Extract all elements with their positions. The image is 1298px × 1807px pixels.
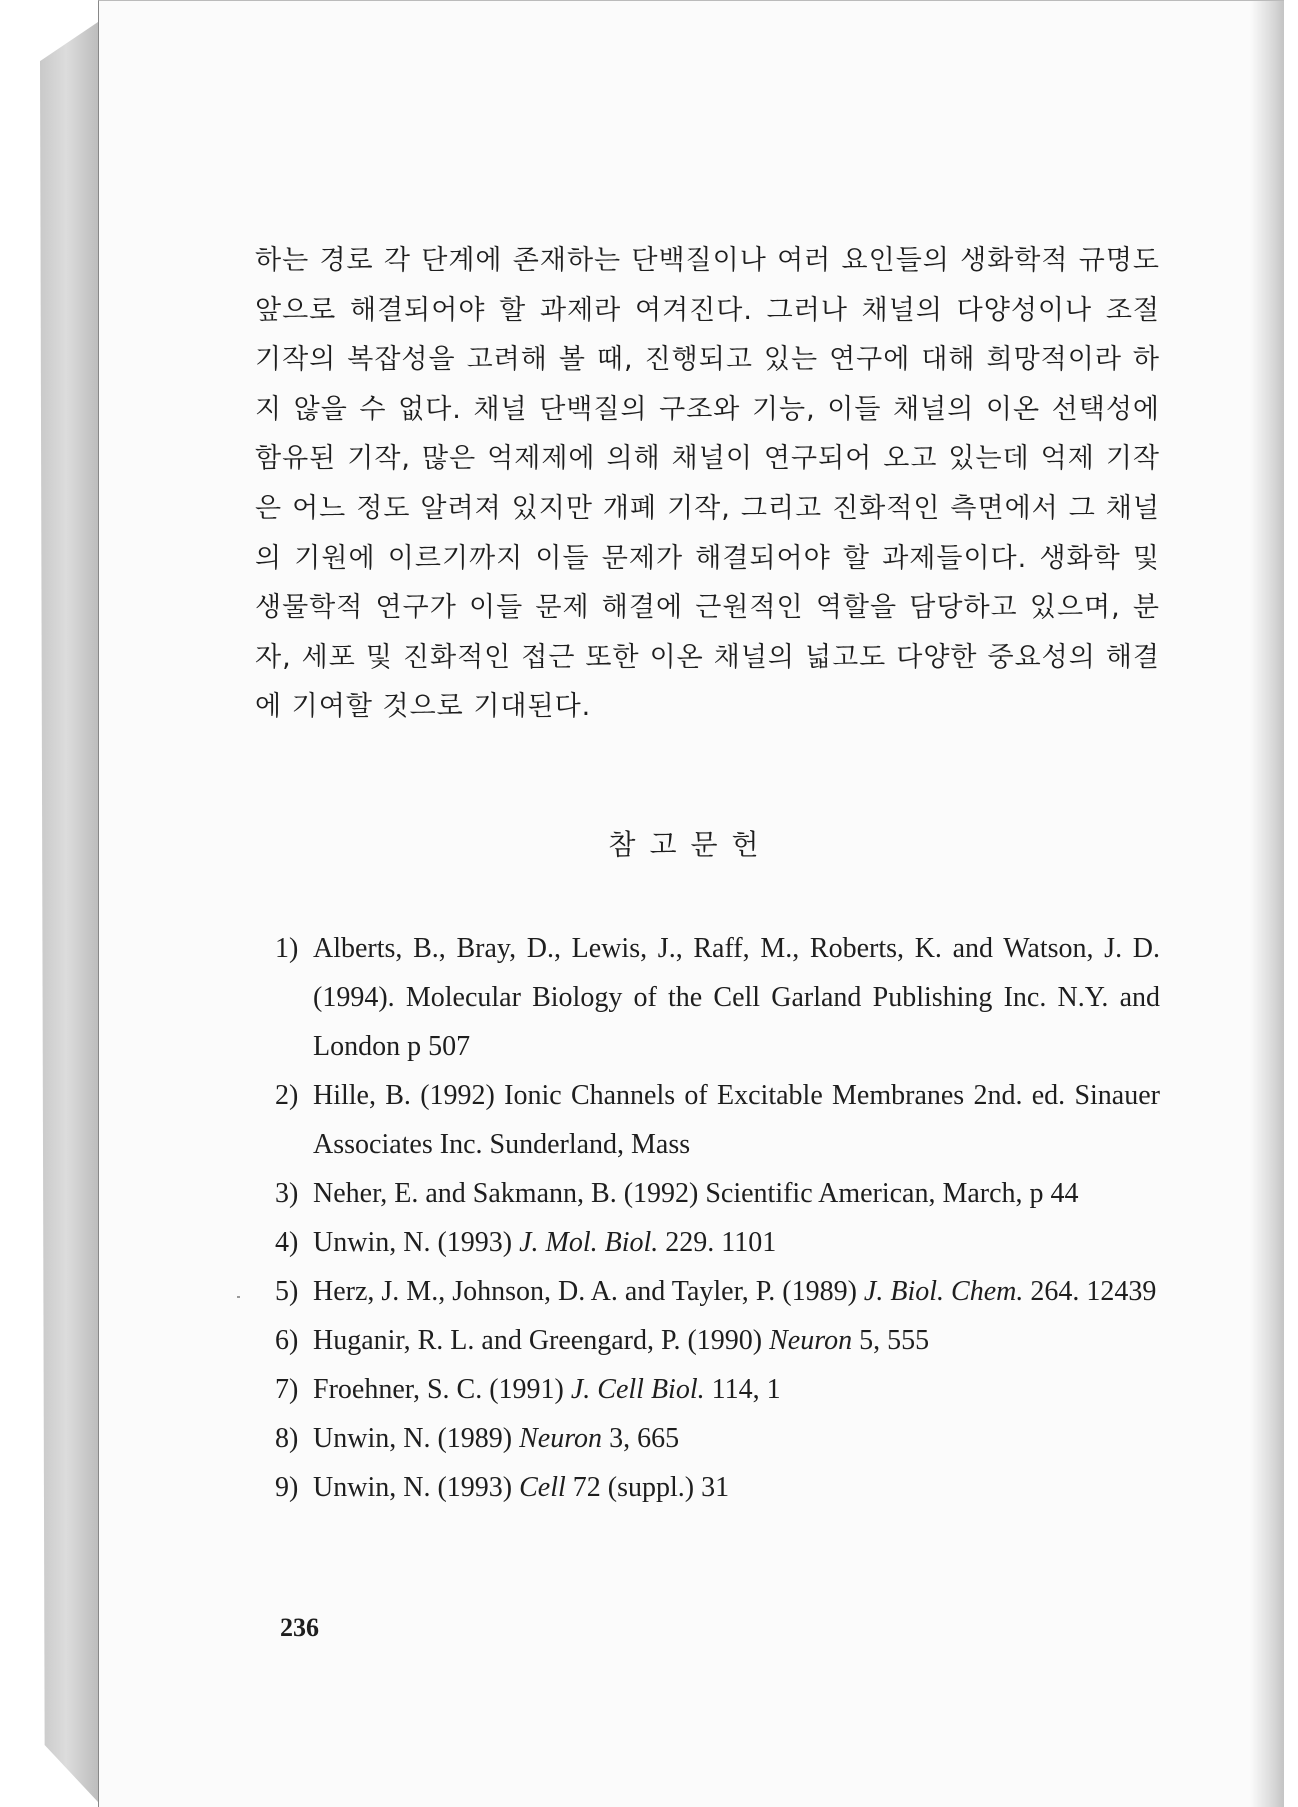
reference-number: 2): [275, 1080, 299, 1111]
reference-number: 3): [275, 1178, 299, 1209]
reference-journal: J. Biol. Chem.: [863, 1276, 1024, 1307]
reference-number: 8): [275, 1423, 299, 1454]
reference-journal: Neuron: [519, 1423, 603, 1454]
reference-item: [275, 1267, 1160, 1316]
body-paragraph: [255, 236, 1160, 732]
reference-text: Froehner, S. C. (1991): [313, 1374, 571, 1405]
reference-number: 9): [275, 1472, 299, 1503]
reference-item: [275, 1071, 1160, 1169]
reference-tail: 3, 665: [602, 1423, 680, 1454]
reference-text: Herz, J. M., Johnson, D. A. and Tayler, P. (1989): [313, 1276, 864, 1307]
reference-number: 1): [275, 933, 299, 964]
reference-number: 7): [275, 1374, 299, 1405]
reference-text: Hille, B. (1992) Ionic Channels of Excitable Membranes 2nd. ed. Sinauer Associates Inc. Sunderland, Mass: [313, 1080, 1160, 1160]
reference-text: Unwin, N. (1989): [313, 1423, 520, 1454]
page-number: 236: [280, 1613, 319, 1642]
reference-tail: 264. 12439: [1023, 1276, 1157, 1307]
reference-journal: Cell: [519, 1472, 566, 1503]
reference-tail: 72 (suppl.) 31: [565, 1472, 730, 1503]
reference-item: [275, 1316, 1160, 1365]
reference-text: Alberts, B., Bray, D., Lewis, J., Raff, M., Roberts, K. and Watson, J. D. (1994). Molecular Biology of the Cell Garland Publishing Inc. N.Y. and London p 507: [313, 933, 1160, 1062]
reference-text: Unwin, N. (1993): [313, 1227, 520, 1258]
reference-item: [275, 1463, 1160, 1512]
reference-text: Neher, E. and Sakmann, B. (1992) Scientific American, March, p 44: [313, 1178, 1079, 1209]
reference-item: [275, 924, 1160, 1071]
reference-tail: 229. 1101: [658, 1227, 777, 1258]
reference-text: Huganir, R. L. and Greengard, P. (1990): [313, 1325, 770, 1356]
reference-journal: J. Cell Biol.: [570, 1374, 705, 1405]
reference-tail: 114, 1: [704, 1374, 781, 1405]
reference-item: [275, 1169, 1160, 1218]
body-paragraph-text: 하는 경로 각 단계에 존재하는 단백질이나 여러 요인들의 생화학적 규명도 앞으로 해결되어야 할 과제라 여겨진다. 그러나 채널의 다양성이나 조절 기작의 복잡성을 고려해 볼 때, 진행되고 있는 연구에 대해 희망적이라 하지 않을 수 없다. 채널 단백질의 구조와 기능, 이들 채널의 이온 선택성에 함유된 기작, 많은 억제제에 의해 채널이 연구되어 오고 있는데 억제 기작은 어느 정도 알려져 있지만 개폐 기작, 그리고 진화적인 측면에서 그 채널의 기원에 이르기까지 이들 문제가 해결되어야 할 과제들이다. 생화학 및 생물학적 연구가 이들 문제 해결에 근원적인 역할을 담당하고 있으며, 분자, 세포 및 진화적인 접근 또한 이온 채널의 넓고도 다양한 중요성의 해결에 기여할 것으로 기대된다.: [255, 245, 1160, 723]
references-heading: 참고문헌: [608, 828, 773, 861]
reference-number: 5): [275, 1276, 299, 1307]
reference-number: 4): [275, 1227, 299, 1258]
page-shadow: [1250, 1, 1284, 1807]
reference-list: [275, 924, 1160, 1512]
spine-edge: [40, 22, 99, 1802]
reference-journal: J. Mol. Biol.: [519, 1227, 659, 1258]
reference-item: [275, 1414, 1160, 1463]
reference-item: [275, 1365, 1160, 1414]
reference-text: Unwin, N. (1993): [313, 1472, 520, 1503]
reference-journal: Neuron: [769, 1325, 853, 1356]
print-speck: [237, 1296, 240, 1298]
reference-item: [275, 1218, 1160, 1267]
reference-number: 6): [275, 1325, 299, 1356]
reference-tail: 5, 555: [852, 1325, 930, 1356]
